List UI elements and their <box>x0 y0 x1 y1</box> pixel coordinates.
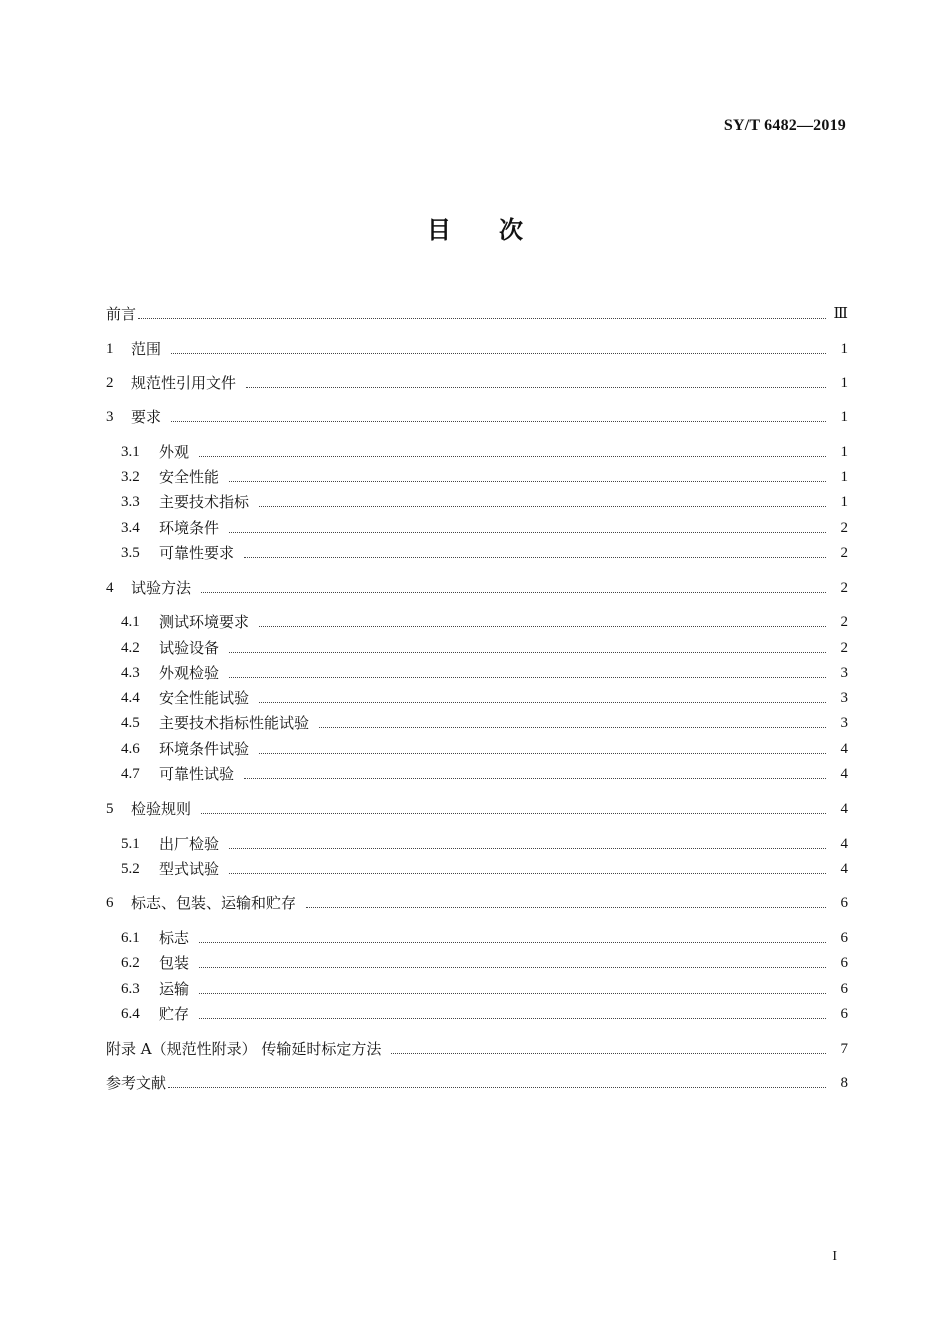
toc-entry-number: 4.5 <box>121 715 140 731</box>
toc-entry-label: 可靠性试验 <box>159 765 235 783</box>
toc-entry-label: 标志 <box>159 929 190 947</box>
toc-entry-label: 要求 <box>131 408 162 426</box>
toc-entry-page: 7 <box>840 1041 848 1057</box>
toc-entry-page: 6 <box>840 981 848 997</box>
toc-entry[interactable] <box>0 927 950 949</box>
toc-entry-page: 4 <box>840 836 848 852</box>
toc-entry-number: 4.4 <box>121 690 140 706</box>
toc-entry-number: 4.3 <box>121 665 140 681</box>
toc-entry-page: 2 <box>840 520 848 536</box>
toc-entry-label: 附录 A（规范性附录） 传输延时标定方法 <box>106 1040 382 1058</box>
toc-entry-number: 2 <box>106 375 114 391</box>
toc-entry-number: 6.4 <box>121 1006 140 1022</box>
toc-dot-leader <box>244 778 826 779</box>
toc-dot-leader <box>229 848 826 849</box>
toc-entry-page: 3 <box>840 665 848 681</box>
toc-dot-leader <box>229 652 826 653</box>
toc-entry[interactable] <box>0 738 950 760</box>
toc-entry-page: 4 <box>840 766 848 782</box>
toc-entry-page: 2 <box>840 545 848 561</box>
toc-entry-label: 环境条件试验 <box>159 740 250 758</box>
toc-dot-leader <box>229 532 826 533</box>
toc-entry-label: 可靠性要求 <box>159 544 235 562</box>
toc-entry[interactable] <box>0 712 950 734</box>
toc-entry-number: 3.3 <box>121 494 140 510</box>
toc-dot-leader <box>199 993 826 994</box>
toc-entry[interactable] <box>0 406 950 428</box>
toc-entry[interactable] <box>0 1003 950 1025</box>
toc-entry[interactable] <box>0 303 950 325</box>
toc-entry-number: 5 <box>106 801 114 817</box>
toc-entry-page: 4 <box>840 861 848 877</box>
toc-entry-number: 6.2 <box>121 955 140 971</box>
toc-entry-page: Ⅲ <box>833 306 848 322</box>
toc-dot-leader <box>168 1087 826 1088</box>
toc-entry-label: 测试环境要求 <box>159 613 250 631</box>
toc-entry-number: 3 <box>106 409 114 425</box>
toc-entry-page: 4 <box>840 741 848 757</box>
toc-entry-number: 3.2 <box>121 469 140 485</box>
page-number: I <box>832 1249 837 1264</box>
toc-entry-page: 1 <box>840 409 848 425</box>
toc-entry-page: 6 <box>840 930 848 946</box>
toc-entry-number: 5.2 <box>121 861 140 877</box>
toc-entry-label: 试验设备 <box>159 639 220 657</box>
toc-entry[interactable] <box>0 1072 950 1094</box>
toc-dot-leader <box>259 626 826 627</box>
toc-dot-leader <box>201 813 826 814</box>
toc-dot-leader <box>199 456 826 457</box>
toc-dot-leader <box>259 753 826 754</box>
toc-entry-label: 主要技术指标性能试验 <box>159 714 310 732</box>
toc-entry[interactable] <box>0 892 950 914</box>
toc-entry-label: 外观 <box>159 443 190 461</box>
toc-entry[interactable] <box>0 637 950 659</box>
toc-dot-leader <box>199 967 826 968</box>
toc-entry[interactable] <box>0 372 950 394</box>
toc-dot-leader <box>171 421 826 422</box>
toc-entry-label: 前言 <box>106 305 137 323</box>
toc-entry-page: 6 <box>840 895 848 911</box>
toc-entry-number: 3.5 <box>121 545 140 561</box>
toc-entry-label: 参考文献 <box>106 1074 167 1092</box>
toc-entry[interactable] <box>0 577 950 599</box>
toc-entry-number: 4.7 <box>121 766 140 782</box>
toc-entry-label: 主要技术指标 <box>159 493 250 511</box>
toc-entry[interactable] <box>0 662 950 684</box>
toc-entry-page: 8 <box>840 1075 848 1091</box>
toc-entry-label: 型式试验 <box>159 860 220 878</box>
toc-entry-label: 贮存 <box>159 1005 190 1023</box>
toc-entry-page: 1 <box>840 494 848 510</box>
toc-entry-page: 1 <box>840 341 848 357</box>
toc-dot-leader <box>246 387 826 388</box>
toc-entry-page: 2 <box>840 614 848 630</box>
toc-entry-page: 6 <box>840 1006 848 1022</box>
standard-code: SY/T 6482—2019 <box>723 117 846 134</box>
toc-entry-page: 2 <box>840 640 848 656</box>
toc-dot-leader <box>171 353 826 354</box>
toc-entry[interactable] <box>0 466 950 488</box>
toc-dot-leader <box>391 1053 826 1054</box>
toc-entry[interactable] <box>0 1038 950 1060</box>
toc-entry[interactable] <box>0 952 950 974</box>
toc-entry-number: 6 <box>106 895 114 911</box>
toc-entry-label: 出厂检验 <box>159 835 220 853</box>
toc-dot-leader <box>259 506 826 507</box>
toc-entry[interactable] <box>0 441 950 463</box>
toc-entry-label: 试验方法 <box>131 579 192 597</box>
toc-entry-number: 6.3 <box>121 981 140 997</box>
toc-entry-label: 检验规则 <box>131 800 192 818</box>
toc-entry-number: 1 <box>106 341 114 357</box>
toc-entry-number: 6.1 <box>121 930 140 946</box>
toc-entry-page: 2 <box>840 580 848 596</box>
toc-entry[interactable] <box>0 338 950 360</box>
toc-dot-leader <box>229 481 826 482</box>
toc-entry[interactable] <box>0 611 950 633</box>
toc-dot-leader <box>259 702 826 703</box>
toc-entry-page: 3 <box>840 690 848 706</box>
toc-entry[interactable] <box>0 858 950 880</box>
toc-entry[interactable] <box>0 517 950 539</box>
toc-dot-leader <box>319 727 826 728</box>
toc-entry-number: 4.6 <box>121 741 140 757</box>
toc-entry-number: 3.4 <box>121 520 140 536</box>
toc-entry-label: 外观检验 <box>159 664 220 682</box>
toc-entry-label: 环境条件 <box>159 519 220 537</box>
toc-dot-leader <box>138 318 826 319</box>
toc-entry-page: 4 <box>840 801 848 817</box>
toc-entry-label: 规范性引用文件 <box>131 374 237 392</box>
toc-dot-leader <box>229 873 826 874</box>
toc-entry-label: 运输 <box>159 980 190 998</box>
toc-dot-leader <box>199 942 826 943</box>
toc-entry[interactable] <box>0 798 950 820</box>
toc-entry-number: 4.2 <box>121 640 140 656</box>
toc-dot-leader <box>244 557 826 558</box>
toc-entry-label: 标志、包装、运输和贮存 <box>131 894 297 912</box>
toc-dot-leader <box>201 592 826 593</box>
toc-entry[interactable] <box>0 542 950 564</box>
toc-entry-number: 4 <box>106 580 114 596</box>
toc-entry-label: 范围 <box>131 340 162 358</box>
toc-entry[interactable] <box>0 687 950 709</box>
toc-entry-page: 1 <box>840 444 848 460</box>
toc-entry-page: 1 <box>840 375 848 391</box>
toc-entry[interactable] <box>0 491 950 513</box>
toc-entry-label: 安全性能 <box>159 468 220 486</box>
toc-entry-page: 1 <box>840 469 848 485</box>
toc-dot-leader <box>306 907 826 908</box>
page-title: 目次 <box>427 216 571 244</box>
toc-entry-page: 6 <box>840 955 848 971</box>
toc-entry[interactable] <box>0 763 950 785</box>
toc-entry-number: 5.1 <box>121 836 140 852</box>
toc-dot-leader <box>199 1018 826 1019</box>
toc-entry-number: 3.1 <box>121 444 140 460</box>
toc-entry[interactable] <box>0 978 950 1000</box>
toc-entry-page: 3 <box>840 715 848 731</box>
toc-dot-leader <box>229 677 826 678</box>
toc-entry-label: 包装 <box>159 954 190 972</box>
toc-entry-label: 安全性能试验 <box>159 689 250 707</box>
toc-entry[interactable] <box>0 833 950 855</box>
toc-entry-number: 4.1 <box>121 614 140 630</box>
